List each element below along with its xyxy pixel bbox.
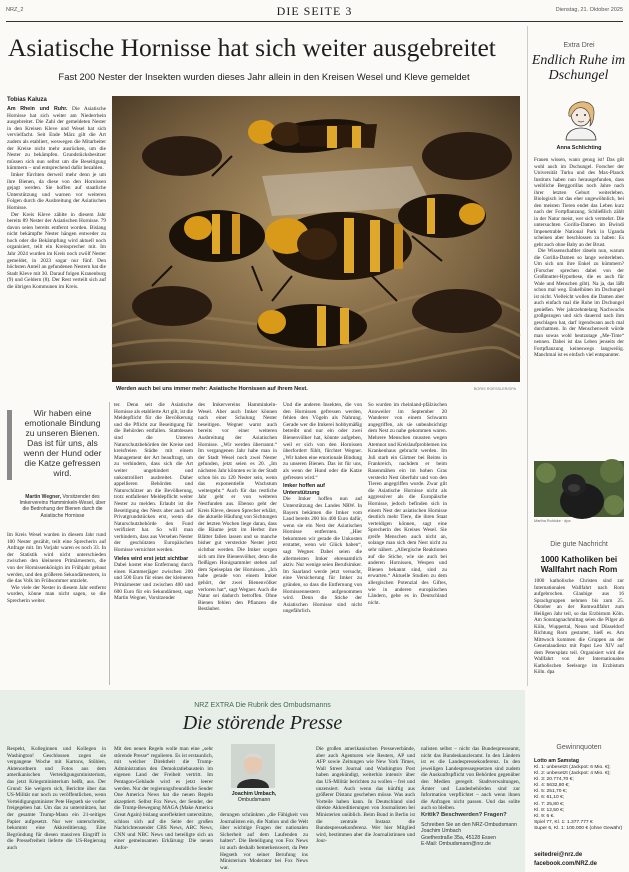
lotto-intro: Lotto am Samstag — [534, 758, 579, 764]
lotto-row: Kl. 2: unbesetzt (Jackpot: 4 Mio. €); — [534, 771, 611, 777]
lotto-row: Kl. 9: 6 €. — [534, 813, 555, 819]
hornet-right — [398, 194, 486, 238]
article-column-5 — [368, 402, 447, 685]
contact-facebook[interactable]: facebook.com/NRZ.de — [534, 861, 598, 867]
lotto-list — [534, 765, 626, 832]
ombudsmann-column-4 — [316, 746, 415, 870]
ombudsmann-paragraph: nalisten selbst – nicht das Bundespresseamt, nicht das Bundeskanzleramt. In den Ländern ist es die Landespressekonferenz. In den jeweiligen Landespressegesetzen sind zudem die Auskunftspflicht von Behörden gegenüber den Medien geregelt. Stadtverwaltungen, Ämter und Landesbehörden sind zur Information verpflichtet – auch wenn ihnen die Anfragen nicht passen. Und das sollte auch so bleiben. — [421, 746, 520, 812]
lotto-row: Kl. 5: 251,70 €; — [534, 789, 567, 795]
lotto-row: Spiel 77, Kl. 1: 1.377.777 € — [534, 819, 593, 825]
ombudsmann-paragraph: Respekt, Kolleginnen und Kollegen in Washington! Geschlossen zogen sie vergangene Woche mit Kartons, Stühlen, Aktenordnern und Fotos aus dem amerikanischen Verteidigungsministerium, das jetzt Kriegsministerium heißt, aus. Der Grund: Sie weigern sich, Berichte über das US-Militär nur noch zu veröffentlichen, wenn Verteidigungsminister Pete Hegseth sie vorher freigegeben hat. Um das zu unterstützen, hat der gesamte Trump-Mann ein 21-seitiges Papier aufgesetzt. Nur wer unterschreibt, bekommt eine Akkreditierung. Eine Begründung für diesen massiven Eingriff in die Pressefreiheit lieferte die US-Regierung auch — [7, 746, 106, 851]
article-author: Tobias Kaluza — [7, 97, 47, 103]
lotto-row: Kl. 1: unbesetzt (Jackpot: 6 Mio. €); — [534, 765, 611, 770]
hornet-illustration — [112, 96, 520, 382]
ombudsmann-name: Joachim Umbach, — [231, 791, 277, 797]
author-portrait — [560, 94, 602, 142]
section-title: DIE SEITE 3 — [276, 4, 353, 18]
hornet-left — [169, 210, 265, 262]
contact-email[interactable]: seitedrei@nrz.de — [534, 852, 583, 858]
article-column-2 — [114, 402, 193, 685]
issue-date: Dienstag, 21. Oktober 2025 — [555, 7, 623, 13]
article-column-3 — [198, 402, 277, 685]
article-column-1 — [7, 106, 106, 394]
lotto-row: Kl. 4: 5632,80 €; — [534, 783, 570, 789]
article-column-1-continued — [7, 532, 106, 682]
article-subhead: Fast 200 Nester der Insekten wurden dieses Jahr allein in den Kreisen Wesel und Kleve gemeldet — [58, 72, 470, 83]
article-dateline: Am Rhein und Ruhr. — [7, 106, 68, 112]
kritik-text: Schreiben Sie an den NRZ-Ombudsmann Joachim Umbach — [421, 821, 518, 835]
sidebar-title: Endlich Ruhe im Dschungel — [531, 53, 626, 83]
article-paragraph: Dabei kostet eine Entfernung durch einen Kammerjäger zwischen 200 und 500 Euro für eines der kleineren Primärnester und zwischen 400 und 600 Euro für ein Sekundärnest, sagt Martin Wegner, Vorsitzender — [114, 562, 193, 602]
hornet-bottom — [257, 304, 367, 348]
hornet-photo — [112, 96, 520, 382]
gorilla-caption: Martha Rohloke · dpa — [534, 519, 571, 523]
sidebar-text — [534, 157, 624, 459]
sidebar-paragraph: Die Wissenschaftler rätseln nun, warum die Gorilla-Damen so lange weiterleben. Um sich um ihre Enkel zu kümmern? (Forscher sprechen dabei von der Großmutter-Hypothese, die es auch für Wale und Menschen gibt). Na ja, das läßt schon mal weg. Enkelhüten im Dschungel ist nicht. Vielleicht wollen die Damen aber auch einfach mal die Ruhe im Dschungel genießen. Wer jahrzehntelang Nachwuchs großgezogen und sich dauernd nach ihm geschlagen hat, darf irgendwann auch mal durchatmen. In der Menschenwelt würde man sowas wohl heutzutage „Me-Time“ nennen. Dabei ist das Leben jenseits der Fortpflanzung keineswegs langweilig. Manchmal ist es einfach viel entspannter. — [534, 248, 624, 358]
article-paragraph: Der Kreis Kleve zählte in diesem Jahr bereits 89 Nester der Asiatischen Hornisse. 79 davon seien bereits entfernt worden. Bislang nicht bekämpfte Nester hängen entweder zu hoch oder die Bekämpfung wird aktuell noch organisiert, teilt ein Kreissprecher mit. Im Jahr 2024 wurden im Kreis noch zwölf Nester gemeldet, in 2023 sogar nur fünf. Den höchsten Anteil an gefundenen Nestern hat die Stadt Kleve mit 30. Darauf folgen Kranenburg (9) und Geldern (8). Der Rest verteilt sich auf die übrigen Kommunen im Kreis. — [7, 211, 106, 291]
ombudsmann-paragraph: derungen schränkten „die Fähigkeit von Journalisten ein, die Nation und die Welt über wichtige Fragen der nationalen Sicherheit auf dem Laufenden zu halten“. Die Beteiligung von Fox News ist auch deshalb bemerkenswert, da Pete Hegseth vor seiner Berufung ins Ministerium Moderator bei Fox News war. — [220, 812, 308, 871]
pull-quote — [7, 408, 106, 528]
lotto-title: Gewinnquoten — [556, 744, 602, 751]
gorilla-photo — [534, 461, 624, 517]
article-paragraph: Und die anderen Insekten, die von den Hornissen gefressen werden, fehlen den Vögeln als Nahrung. Gerade wer die Imkerei hobbymäßig betreibt und nur ein oder zwei Bienenvölker hat, könnte aufgeben, weil er sich von den Hornissen überfordert fühlt, fürchtet Wegner. „Wir haben eine emotionale Bindung zu unseren Bienen. Das ist für uns, als wenn der Hund oder die Katze gefressen wird.“ — [283, 402, 362, 481]
article-subheading: Vieles wird erst jetzt sichtbar — [114, 555, 189, 562]
news-kicker: Die gute Nachricht — [550, 541, 608, 548]
ombudsmann-column-1 — [7, 746, 106, 870]
quote-bar — [7, 410, 12, 480]
ombudsmann-kicker: NRZ EXTRA Die Rubrik des Ombudsmanns — [194, 702, 331, 709]
ombudsmann-portrait — [231, 744, 275, 788]
sidebar-kicker: Extra Drei — [563, 42, 595, 49]
article-column-4 — [283, 402, 362, 685]
quote-role: Vorsitzender des Imkervereins Hamminkeln-Wesel, über die Bedrohung der Bienen durch die Asiatische Hornisse — [19, 494, 106, 519]
column-rule — [109, 402, 110, 685]
lotto-row: Kl. 8: 12,50 €; — [534, 807, 565, 813]
lotto-row: Kl. 6: 61,10 €; — [534, 795, 565, 801]
ombudsmann-paragraph: Mit den neuen Regeln wolle man eine „sehr störende Presse“ regulieren. Es ist erstaunlich, mit welcher Direktheit die Trump-Administration den Demokratiebaustein im eigenen Land der Freiheit vertritt. Im Pentagon-Gebäude wird es jetzt leerer werden. Nur der regierungsfreundliche Sender One America News hat die neuen Regeln akzeptiert. Selbst Fox News, der Sender, der die Trump-Bewegung MAGA (Make America Great Again) bislang unreflektiert unterstützte, schloss sich auf die Seite der großen Nachrichtensender CBS News, ABC News, CNN und NBC News und beteiligte sich an einer gemeinsamen Erklärung: Die neuen Anfor- — [114, 746, 213, 851]
article-headline: Asiatische Hornisse hat sich weiter ausgebreitet — [8, 33, 496, 62]
kritik-address: Goethestraße 35a, 45128 Essen — [421, 834, 496, 841]
sidebar-author: Anna Schlichting — [556, 145, 602, 151]
kritik-email[interactable]: E-Mail: Ombudsmann@nrz.de — [421, 841, 491, 848]
kritik-box — [421, 812, 520, 848]
header-rule — [6, 21, 623, 22]
lotto-row: Kl. 3: 20.774,70 €; — [534, 777, 574, 783]
article-paragraph: Die Imker hoffen nun auf Unterstützung des Landes NRW. In Bayern bekämen die Imker vom Land bereits 200 bis 400 Euro dafür, wenn sie ein Nest der Asiatischen Hornisse entfernten. „Hier bekommen wir gerade die Unkosten erstattet, wenn wir Glück haben“, sagt Wegner. Dabei seien die allermeisten Imker ehrenamtlich aktiv. Nur wenige seien Berufsimker. Im Saarland werde jetzt versucht, eine Versicherung für Imker zu gründen, so dass die Entfernung von Hornissennestern aufgenommen wird. Denn die Stiche der Asiatischen Hornisse sind nicht ungefährlich. — [283, 496, 362, 615]
quote-name: Martin Wegner, — [25, 494, 62, 500]
sidebar-rule — [527, 26, 528, 686]
article-paragraph: Imker fürchten derweil mehr denn je um ihre Bienen, da diese von den Hornissen gejagt werden. Sie hoffen auf staatliche Unterstützung und warnen vor weiteren Folgen durch die Ausbreitung der Asiatischen Hornisse. — [7, 171, 106, 211]
article-paragraph: des Imkervereins Hamminkeln-Wesel. Aber auch Imker können nach einer Schulung Nester beseitigen. Wegner warnt auch bereits vor einer weiteren Ausbreitung der Asiatischen Hornisse. „Wir werden überrannt.“ Im vergangenen Jahr habe man in der Stadt Wesel noch zwei Nester gefunden, jetzt seien es 20. „Im nächsten Jahr könnten es in der Stadt schon bis zu 120 Nester sein, wenn das exponentielle Wachstum weitergeht.“ Auch für das restliche Jahr geht er von weiteren Nestfunden aus. Ebenso geht der Kreis Kleve, dessen Sprecher erklärt, die aktuelle Häufung von Sichtungen der letzten Wochen liege daran, dass die Bäume jetzt im Herbst ihre Blätter fallen lassen und so manche bisher gut versteckte Nester jetzt sichtbar werden. Die Imker sorgen sich um ihre Bienenvölker, denn die fleißigen Honigsammler stehen auf dem Speiseplan der Hornissen. „Ich habe gerade von einem Imker gehört, der zwei Bienenvölker verloren hat“, sagt Wegner. Auch die Natur sei dadurch betroffen. Ohne Bienen fehlen den Pflanzen die Bestäuber. — [198, 402, 277, 613]
article-subheading: Imker hoffen auf Unterstützung — [283, 483, 325, 496]
ombudsmann-column-2 — [114, 746, 213, 870]
article-paragraph: So wurden im rheinland-pfälzischen Annweiler im September 20 Wanderer von einem Schwarm angegriffen, als sie unbeabsichtigt dem Nest zu nahe gekommen waren. Mehrere Menschen mussten wegen Atemnot und Kreislaufproblemen ins Krankenhaus gebracht werden. Im Juli starb ein Gärtner bei Reims in Frankreich, nachdem er beim Rasenmähen ein im hohen Gras versteckt Nest überfuhr und von den Tieren angegriffen wurde. Zwar gilt die Asiatische Hornisse nicht als aggressiver als die Europäische Hornisse, jedoch befinden sich in einem Nest der asiatischen Hornisse deutlich mehr Tiere, die ihren Staat verteidigen können, sagt eine Sprecherin des Kreises Wesel. Sie greife Menschen auch nicht an, solange man sich dem Nest nicht zu sehr nähert. „Allergische Reaktionen auf die Stiche, wie sie auch bei anderen Hornissen, Wespen und Bienen bekannt sind, sind zu erwarten.“ Aktuelle Studien zu dem allergischen Potenzial des Giftes, wie in anderen europäischen Ländern, gebe es in Deutschland nicht. — [368, 402, 447, 606]
article-paragraph: Die Asiatische Hornisse hat sich weiter am Niederrhein ausgebreitet. Die Zahl der gemeldeten Nester in den Kreisen Kleve und Wesel hat sich vervielfacht. Seit Ende März gilt die Art zudem als etabliert, weswegen die Mitarbeiter der Kreise nicht mehr ausrücken, um die Nester zu bekämpfen. Grundstücksbesitzer müssen sich nun selbst um die Beseitigung kümmern – und entsprechend dafür bezahlen. — [7, 106, 106, 172]
photo-caption: Werden auch bei uns immer mehr: Asiatische Hornissen auf ihrem Nest. — [116, 386, 308, 392]
quote-text: Wir haben eine emotionale Bindung zu unseren Bienen. Das ist für uns, als wenn der Hund oder die Katze gefressen wird. — [23, 408, 102, 478]
ombudsmann-paragraph: Die großen amerikanischen Presseverbände, aber auch Agenturen wie Reuters, AP und AFP sowie Zeitungen wie New York Times, Wall Street Journal und Washington Post haben angekündigt, weiterhin intensiv über das US-Militär berichten zu wollen – frei und unzensiert. Auch wenn das künftig aus größerer Distanz geschehen müsse. Was auch Vorteile haben kann. In Deutschland sind direkte Akkreditierungen von Journalisten bei Ministerien unüblich. Beim Bund in Berlin ist die zentrale Instanz die Bundespressekonferenz. Wer hier Mitglied wird, bestimmen aber die Journalistinnen und Jour- — [316, 746, 415, 845]
ombudsmann-column-5 — [421, 746, 520, 812]
lotto-row: Kl. 7: 25,80 €; — [534, 801, 565, 807]
article-paragraph: ter. Denn seit die Asiatische Hornisse als etablierte Art gilt, ist die Meldepflicht für die Bevölkerung und die Pflicht zur Beseitigung für die Behörden entfallen. Stattdessen sind die Unteren Naturschutzbehörden der Kreise und kreisfreien Städte mit einem Management der Art beauftragt, um zu verhindern, dass sich die Art weiter ungehindert und unkontrolliert ausbreitet. Daher appellieren Behörden und Naturschützer an die Bevölkerung, trotz entfallener Meldepflicht weiter Nester zu melden. Erlaubt ist die Beseitigung des Nests aber auch auf Privatgrundstücken erst, wenn die Naturschutzbehörde den Fund verifiziert hat. So will man verhindern, dass aus Versehen Nester der geschützten Europäischen Hornisse vernichtet werden. — [114, 402, 193, 554]
ombudsmann-title: Die störende Presse — [182, 712, 343, 734]
lotto-row: Super 6, Kl. 1: 100.000 € (ohne Gewähr) — [534, 825, 623, 831]
news-text: 1000 katholische Christen sind zur Internationalen Wallfahrt nach Rom aufgebrochen. Glaubige aus 16 Sprachgruppen nehmen bis zum 25. Oktober an der Romwallfahrt zum Heiligen Jahr teil, so das Erzbistum Köln. Am Sonntagnachmittag seien die Pilger ab Köln, Wuppertal, Neuss und Düsseldorf Richtung Rom gestartet, hieß es. Am Mittwoch kommen die Gruppen an der Generalaudienz mit Papst Leo XIV auf dem Petersplatz teil. Organisiert wird die Wallfahrt von der Internationalen Katholischen Seelsorge im Erzbistum Köln. dpa — [534, 578, 624, 675]
article-paragraph: Wie viele der Nester in diesem Jahr entfernt wurden, könne man nicht sagen, so die Sprecherin weiter. — [7, 584, 106, 604]
ombudsmann-column-3 — [220, 812, 308, 870]
kritik-title: Kritik? Beschwerden? Fragen? — [421, 812, 507, 818]
article-paragraph: Im Kreis Wesel wurden in diesem Jahr rund 100 Nester gezählt, teilt eine Sprecherin auf Anfrage mit. Im Vorjahr waren es noch 33. In der Statistik wird nicht unterschieden zwischen den kleineren Primärnestern, die von der Hornissenkönigin im Frühjahr gebaut werden, und den größeren Sekundärnestern, in die das Volk im Frühsommer umzieht. — [7, 532, 106, 585]
ombudsmann-caption — [224, 791, 284, 804]
news-title: 1000 Katholiken bei Wallfahrt nach Rom — [540, 555, 618, 574]
photo-credit: BORIS ROESSLER/DPA — [473, 387, 516, 391]
quote-attribution — [19, 494, 106, 519]
ombudsmann-role: Ombudsmann — [237, 797, 271, 804]
sidebar-paragraph: Frauen wissen, wann genug ist! Das gilt wohl auch im Dschungel. Forscher der Universität Turku und des Max-Planck Instituts haben nun herausgefunden, dass weibliche Berggorillas noch Jahre nach ihrer letzten Geburt weiterleben. Biologisch ist das eher ungewöhnlich, bei den meisten Tieren endet das Leben kurz nach der Fortpflanzung. Schließlich zählt in der Natur meist, wer sich vermehrt. Die untersuchten Gorilla-Damen im Bwindi Impenetrable National Park in Uganda scheinen aber beschlossen zu haben: Es geht auch ohne Baby an der Brust. — [534, 157, 624, 248]
page-number: NRZ_2 — [6, 7, 24, 13]
